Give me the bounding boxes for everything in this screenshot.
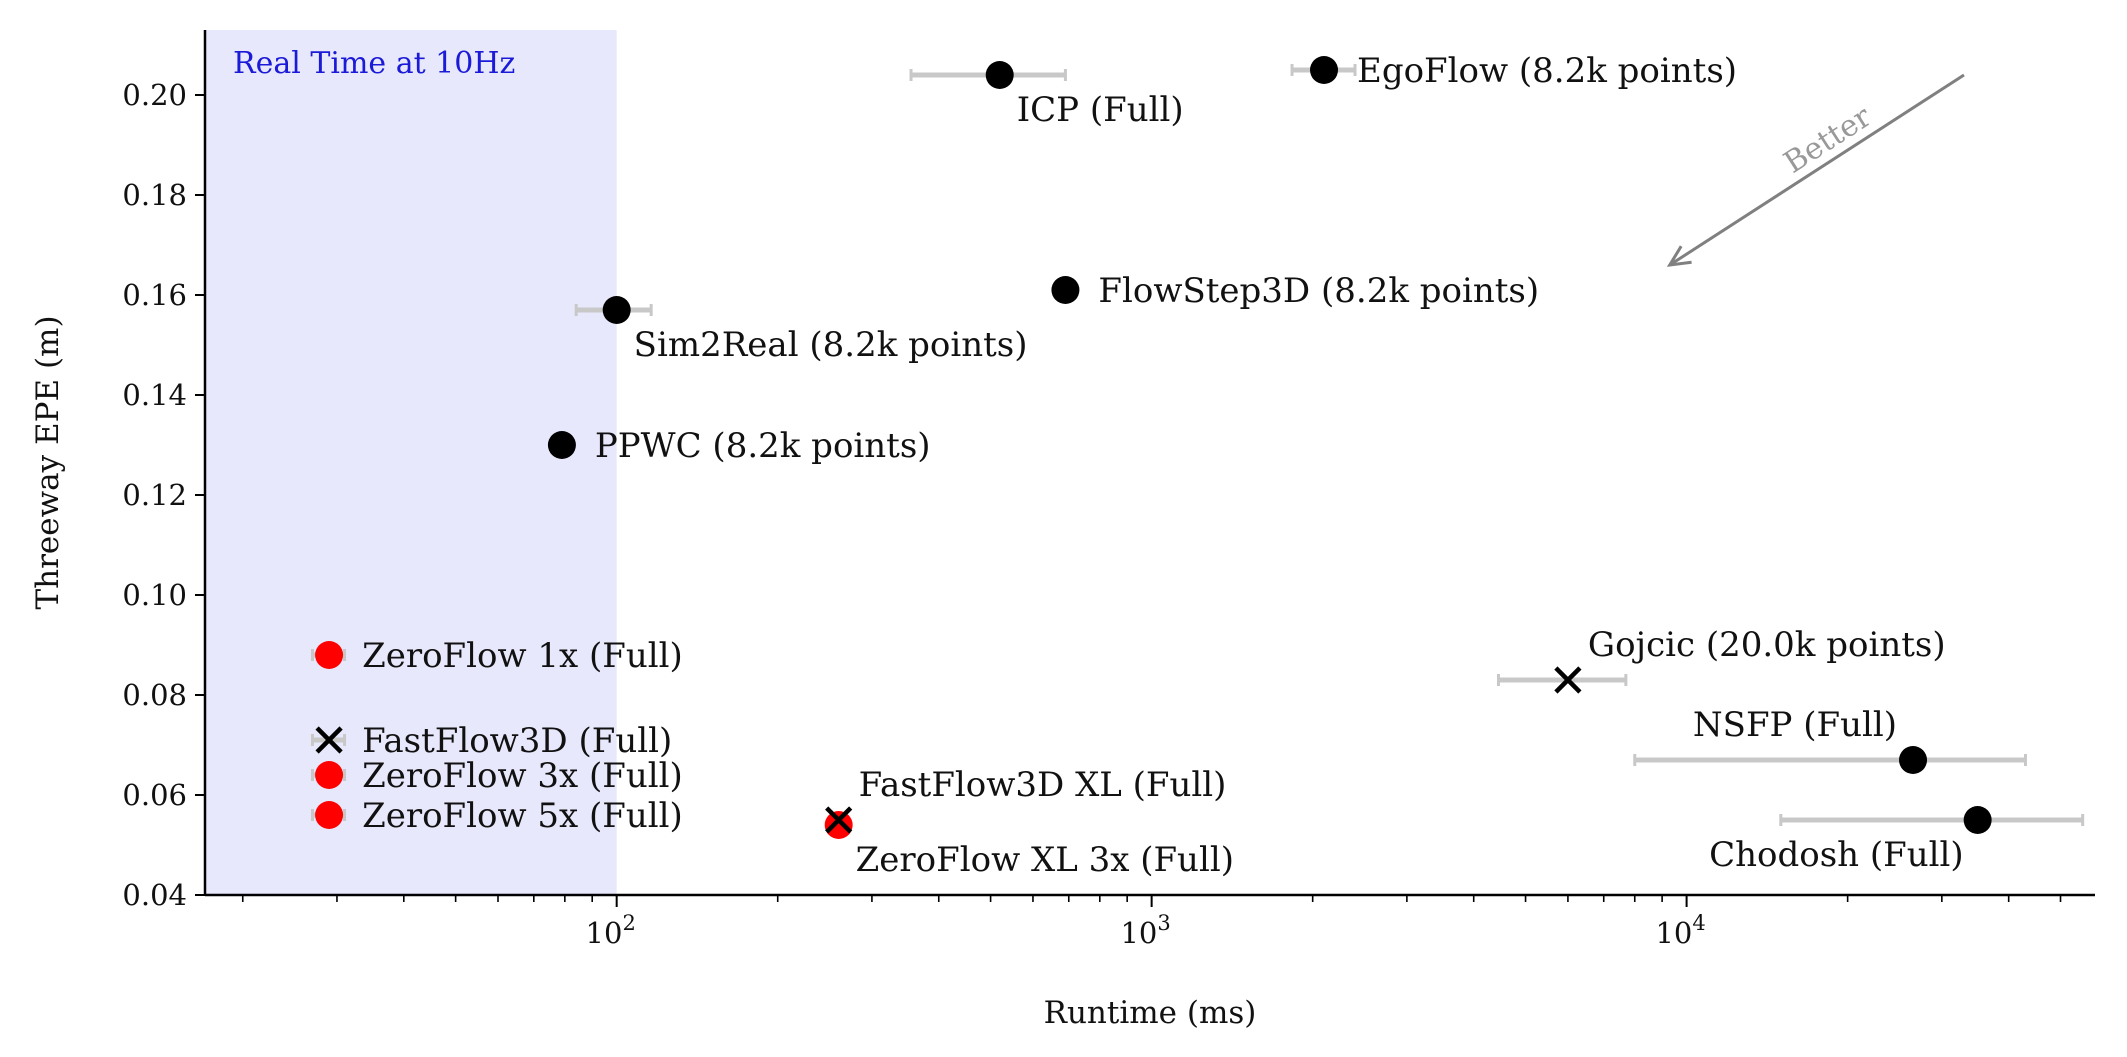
y-tick-label: 0.18 [122, 178, 187, 212]
point-label: FastFlow3D XL (Full) [858, 765, 1227, 805]
y-tick-label: 0.16 [122, 278, 187, 312]
point-label: FlowStep3D (8.2k points) [1098, 271, 1540, 311]
better-arrow-head [1670, 246, 1692, 265]
realtime-region-label: Real Time at 10Hz [233, 46, 516, 81]
y-tick-label: 0.08 [122, 678, 187, 712]
circle-marker [603, 296, 631, 324]
point-label: ZeroFlow 1x (Full) [362, 636, 683, 676]
circle-marker [825, 811, 853, 839]
point-label: ZeroFlow 5x (Full) [362, 796, 683, 836]
point-label: FastFlow3D (Full) [362, 721, 673, 761]
point-label: PPWC (8.2k points) [594, 426, 931, 466]
y-tick-label: 0.06 [122, 778, 187, 812]
y-axis-title: Threeway EPE (m) [30, 315, 66, 610]
circle-marker [986, 61, 1014, 89]
point-label: ICP (Full) [1016, 90, 1184, 130]
better-arrow [1670, 75, 1964, 265]
point-label: ZeroFlow 3x (Full) [362, 756, 683, 796]
x-tick-label: $10^2$ [585, 911, 636, 950]
point-label: NSFP (Full) [1692, 705, 1898, 745]
circle-marker [1964, 806, 1992, 834]
y-tick-label: 0.20 [122, 78, 187, 112]
y-tick-label: 0.12 [122, 478, 187, 512]
point-label: EgoFlow (8.2k points) [1357, 51, 1738, 91]
y-tick-label: 0.10 [122, 578, 187, 612]
circle-marker [315, 641, 343, 669]
point-label: Chodosh (Full) [1709, 835, 1964, 875]
circle-marker [1051, 276, 1079, 304]
x-tick-label: $10^3$ [1120, 911, 1171, 950]
x-axis-title: Runtime (ms) [1043, 995, 1257, 1031]
circle-marker [1899, 746, 1927, 774]
circle-marker [1310, 56, 1338, 84]
y-tick-label: 0.14 [122, 378, 187, 412]
better-annotation [1670, 75, 1964, 265]
point-label: ZeroFlow XL 3x (Full) [855, 840, 1234, 880]
x-tick-label: $10^4$ [1655, 911, 1706, 950]
circle-marker [548, 431, 576, 459]
circle-marker [315, 761, 343, 789]
circle-marker [315, 801, 343, 829]
point-label: Sim2Real (8.2k points) [633, 325, 1028, 365]
better-label: Better [1777, 99, 1878, 181]
y-tick-label: 0.04 [122, 878, 187, 912]
point-label: Gojcic (20.0k points) [1587, 625, 1946, 665]
